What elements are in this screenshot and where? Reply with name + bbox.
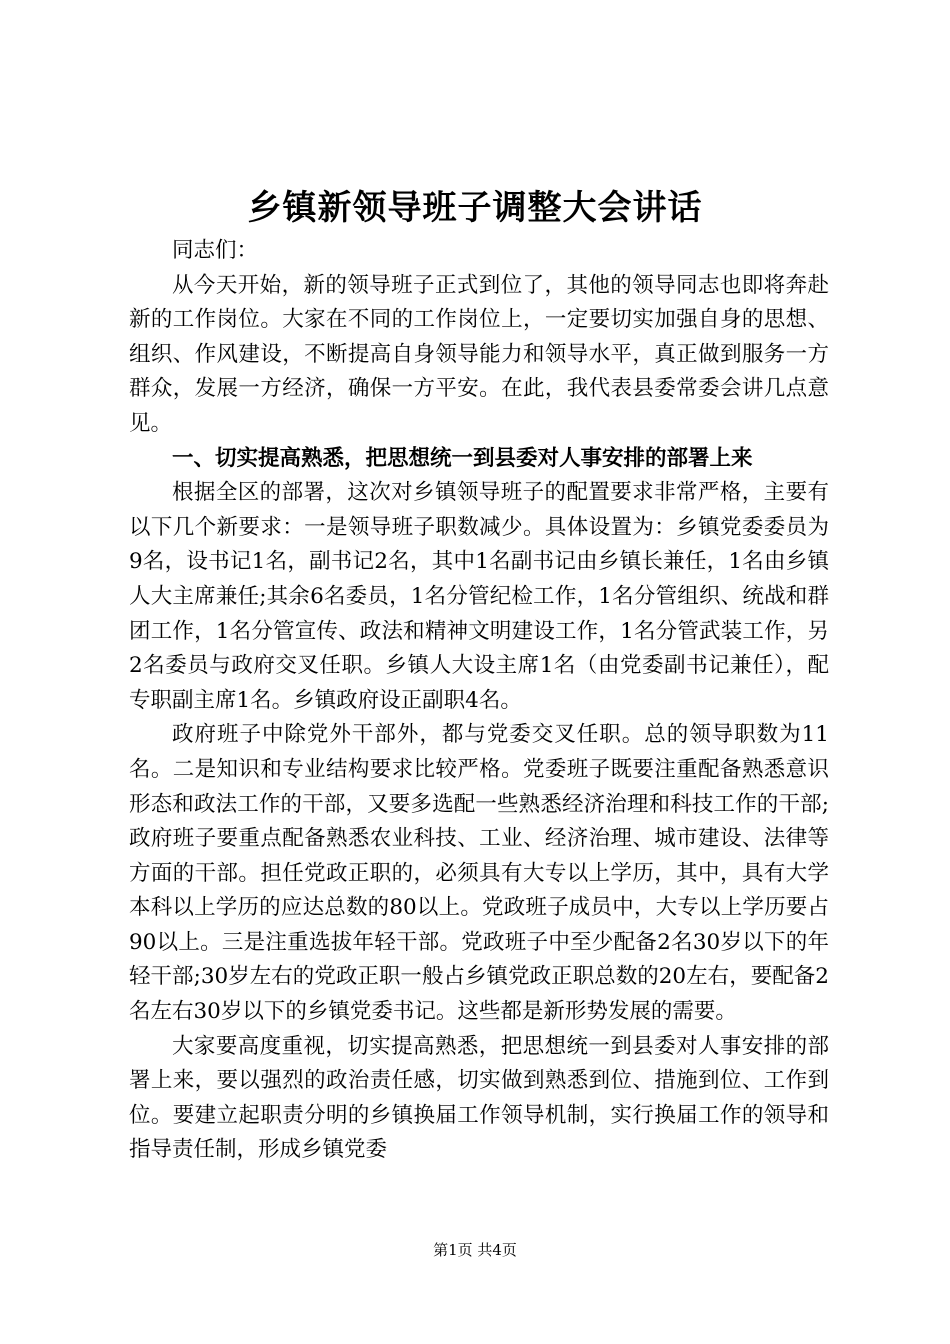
section-heading-1: 一、切实提高熟悉，把思想统一到县委对人事安排的部署上来 [172,445,753,471]
body-paragraph-1: 从今天开始，新的领导班子正式到位了，其他的领导同志也即将奔赴新的工作岗位。大家在不同的工作岗位上，一定要切实加强自身的思想、组织、作风建设，不断提高自身领导能力和领导水平，真正做到服务一方群众，发展一方经济，确保一方平安。在此，我代表县委常委会讲几点意见。 [129,272,829,436]
salutation: 同志们： [172,238,259,263]
body-paragraph-2: 根据全区的部署，这次对乡镇领导班子的配置要求非常严格，主要有以下几个新要求：一是领导班子职数减少。具体设置为：乡镇党委委员为9名，设书记1名，副书记2名，其中1名副书记由乡镇长兼任，1名由乡镇人大主席兼任;其余6名委员，1名分管纪检工作，1名分管组织、统战和群团工作，1名分管宣传、政法和精神文明建设工作，1名分管武装工作，另2名委员与政府交叉任职。乡镇人大设主席1名（由党委副书记兼任），配专职副主席1名。乡镇政府设正副职4名。 [129,480,829,713]
body-paragraph-3: 政府班子中除党外干部外，都与党委交叉任职。总的领导职数为11名。二是知识和专业结构要求比较严格。党委班子既要注重配备熟悉意识形态和政法工作的干部，又要多选配一些熟悉经济治理和科技工作的干部;政府班子要重点配备熟悉农业科技、工业、经济治理、城市建设、法律等方面的干部。担任党政正职的，必须具有大专以上学历，其中，具有大学本科以上学历的应达总数的80以上。党政班子成员中，大专以上学历要占90以上。三是注重选拔年轻干部。党政班子中至少配备2名30岁以下的年轻干部;30岁左右的党政正职一般占乡镇党政正职总数的20左右，要配备2名左右30岁以下的乡镇党委书记。这些都是新形势发展的需要。 [129,722,829,1025]
body-paragraph-4: 大家要高度重视，切实提高熟悉，把思想统一到县委对人事安排的部署上来，要以强烈的政治责任感，切实做到熟悉到位、措施到位、工作到位。要建立起职责分明的乡镇换届工作领导机制，实行换届工作的领导和指导责任制，形成乡镇党委 [129,1033,829,1163]
page-number-footer: 第1页 共4页 [433,1241,517,1259]
document-title: 乡镇新领导班子调整大会讲话 [247,188,703,228]
document-body [129,234,829,1168]
